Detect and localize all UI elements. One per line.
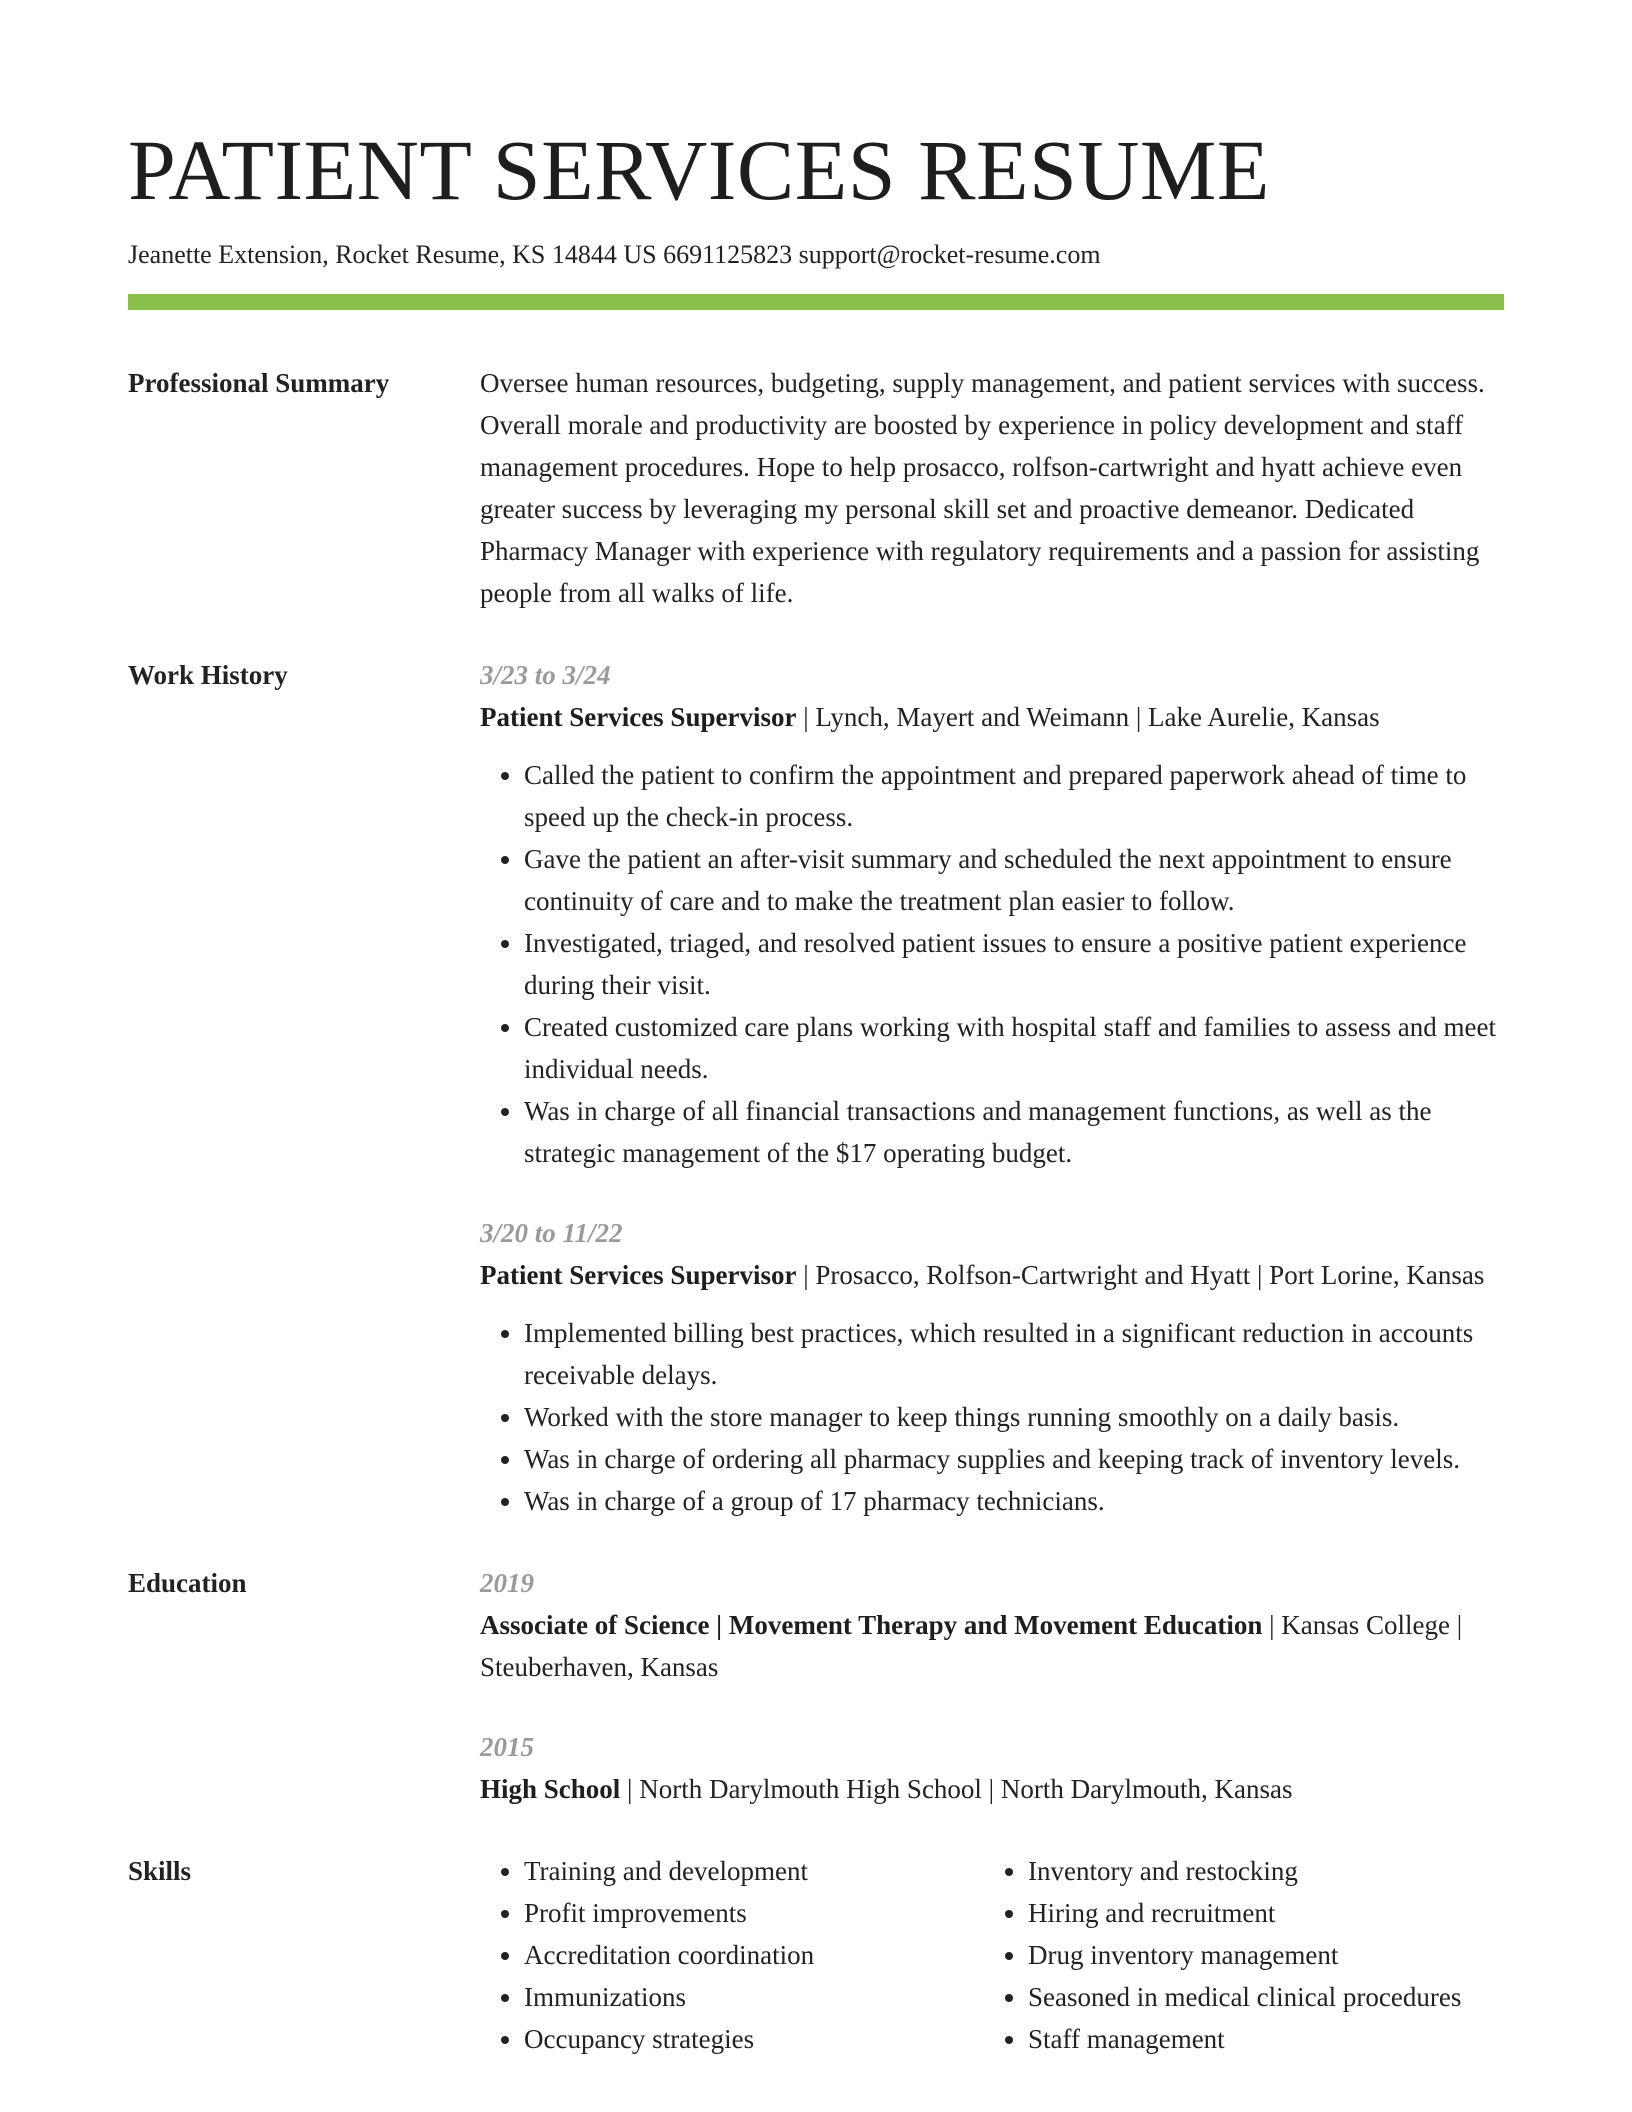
education-details: | North Darylmouth High School | North Darylmouth, Kansas: [620, 1774, 1293, 1804]
job-details: | Prosacco, Rolfson-Cartwright and Hyatt | Port Lorine, Kansas: [796, 1260, 1485, 1290]
job-bullet: • Created customized care plans working with hospital staff and families to assess and meet individual needs.: [524, 1006, 1504, 1090]
header-divider: [128, 294, 1504, 310]
section-label-work-history: Work History: [128, 660, 288, 690]
skills-list-left: [480, 1850, 984, 2060]
education-body: [480, 1562, 1504, 1810]
skill-item: • Hiring and recruitment: [1028, 1892, 1548, 1934]
work-history-section: [128, 654, 1504, 1522]
summary-body: [480, 362, 1504, 614]
job-date: 3/23 to 3/24: [480, 660, 611, 690]
education-degree: High School: [480, 1774, 621, 1804]
summary-section: [128, 362, 1504, 614]
summary-text: Oversee human resources, budgeting, supply management, and patient services with success. Overall morale and productivity are boosted by experience in policy development and staff management procedures. Hope to help prosacco, rolfson-cartwright and hyatt achieve even greater success by leveraging my personal skill set and proactive demeanor. Dedicated Pharmacy Manager with experience with regulatory requirements and a passion for assisting people from all walks of life.: [480, 368, 1485, 608]
job-bullets: [480, 1312, 1504, 1522]
job-bullet: • Was in charge of ordering all pharmacy supplies and keeping track of inventory levels.: [524, 1438, 1504, 1480]
skill-item: • Seasoned in medical clinical procedures: [1028, 1976, 1548, 2018]
job-title: Patient Services Supervisor: [480, 1260, 797, 1290]
job-bullet: • Investigated, triaged, and resolved patient issues to ensure a positive patient experience during their visit.: [524, 922, 1504, 1006]
job-entry: [480, 654, 1504, 1174]
job-entry: [480, 1212, 1504, 1522]
skill-item: • Accreditation coordination: [524, 1934, 984, 1976]
education-line: [480, 1604, 1504, 1688]
education-line: [480, 1768, 1504, 1810]
job-bullet: • Implemented billing best practices, which resulted in a significant reduction in accounts receivable delays.: [524, 1312, 1504, 1396]
job-bullet: • Gave the patient an after-visit summary and scheduled the next appointment to ensure continuity of care and to make the treatment plan easier to follow.: [524, 838, 1504, 922]
section-label-skills: Skills: [128, 1856, 192, 1886]
skill-item: • Training and development: [524, 1850, 984, 1892]
job-bullet: • Worked with the store manager to keep things running smoothly on a daily basis.: [524, 1396, 1504, 1438]
job-bullets: [480, 754, 1504, 1174]
education-entry: [480, 1726, 1504, 1810]
job-bullet: • Was in charge of all financial transactions and management functions, as well as the strategic management of the $17 operating budget.: [524, 1090, 1504, 1174]
skill-item: • Staff management: [1028, 2018, 1548, 2060]
skill-item: • Inventory and restocking: [1028, 1850, 1548, 1892]
skills-section: [128, 1850, 1504, 2060]
work-history-body: [480, 654, 1504, 1522]
education-entry: [480, 1562, 1504, 1688]
job-date: 3/20 to 11/22: [480, 1218, 623, 1248]
skills-body: [480, 1850, 1548, 2060]
contact-line: Jeanette Extension, Rocket Resume, KS 14844 US 6691125823 support@rocket-resume.com: [128, 240, 1101, 269]
job-title: Patient Services Supervisor: [480, 702, 797, 732]
education-date: 2019: [480, 1568, 534, 1598]
skills-list-right: [984, 1850, 1548, 2060]
job-bullet: • Called the patient to confirm the appointment and prepared paperwork ahead of time to speed up the check-in process.: [524, 754, 1504, 838]
skill-item: • Drug inventory management: [1028, 1934, 1548, 1976]
resume-title: PATIENT SERVICES RESUME: [128, 122, 1270, 218]
job-role-line: [480, 1254, 1504, 1296]
skill-item: • Immunizations: [524, 1976, 984, 2018]
job-details: | Lynch, Mayert and Weimann | Lake Aurelie, Kansas: [796, 702, 1380, 732]
education-date: 2015: [480, 1732, 534, 1762]
job-role-line: [480, 696, 1504, 738]
education-degree: Associate of Science | Movement Therapy and Movement Education: [480, 1610, 1263, 1640]
education-details: | Kansas College | Steuberhaven, Kansas: [480, 1610, 1463, 1682]
section-label-summary: Professional Summary: [128, 368, 390, 398]
education-section: [128, 1562, 1504, 1810]
skill-item: • Occupancy strategies: [524, 2018, 984, 2060]
skill-item: • Profit improvements: [524, 1892, 984, 1934]
job-bullet: • Was in charge of a group of 17 pharmacy technicians.: [524, 1480, 1504, 1522]
section-label-education: Education: [128, 1568, 247, 1598]
